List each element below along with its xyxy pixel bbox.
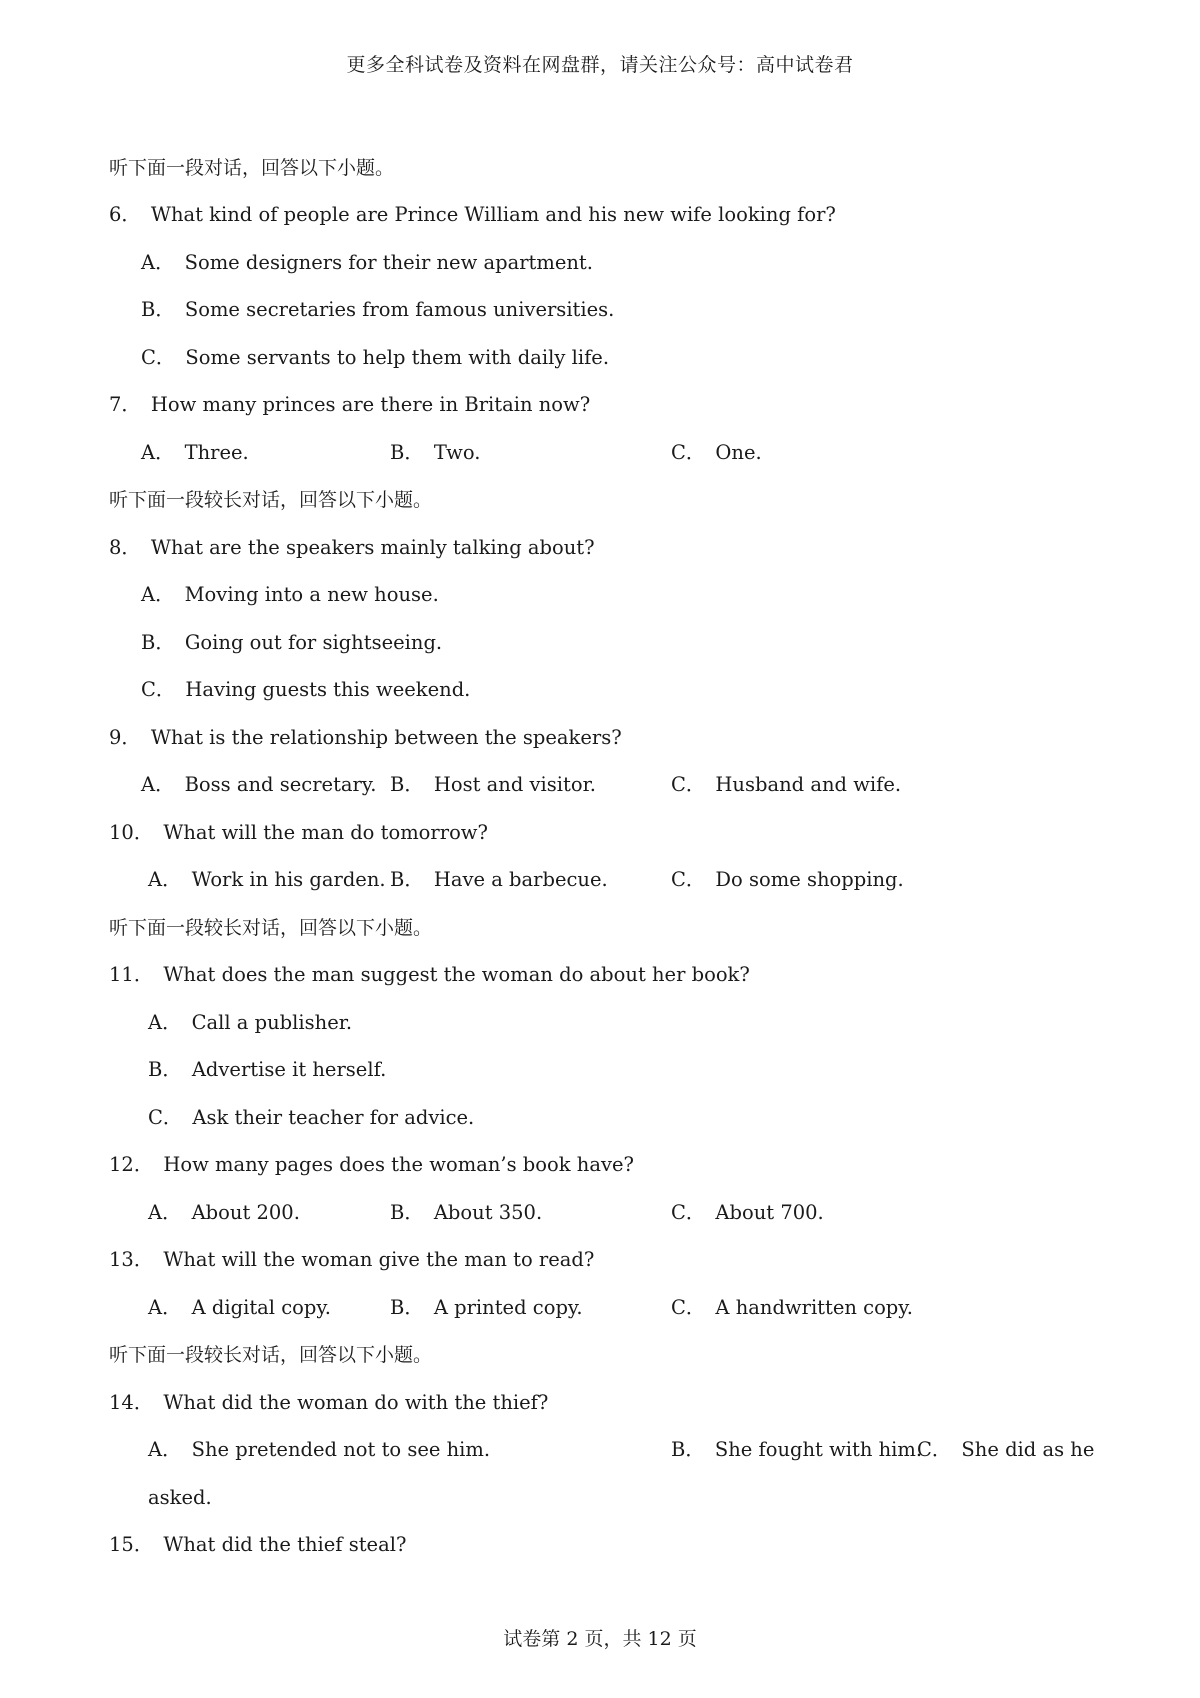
option-13b [390, 1295, 583, 1321]
option-letter: C． [141, 678, 176, 701]
option-7a [141, 440, 249, 466]
page-header: 更多全科试卷及资料在网盘群，请关注公众号：高中试卷君 [346, 54, 854, 76]
option-6c [141, 345, 609, 371]
option-letter: A． [141, 583, 175, 606]
question-10 [109, 820, 488, 846]
option-letter: B． [390, 441, 424, 464]
question-number: 15． [109, 1533, 154, 1556]
option-text: Husband and wife. [715, 773, 902, 796]
option-text: Three. [184, 441, 249, 464]
option-letter: B． [390, 1201, 424, 1224]
question-text: How many princes are there in Britain now? [150, 393, 591, 416]
option-text: Do some shopping. [715, 868, 904, 891]
option-7c [671, 440, 762, 466]
option-letter: C． [148, 1106, 183, 1129]
option-letter: A． [148, 1438, 182, 1461]
option-text: Ask their teacher for advice. [192, 1106, 475, 1129]
option-text: Some servants to help them with daily life. [185, 346, 610, 369]
question-11 [109, 962, 750, 988]
option-text: Have a barbecue. [433, 868, 608, 891]
question-text: What are the speakers mainly talking about? [150, 536, 595, 559]
section-instruction: 听下面一段较长对话，回答以下小题。 [109, 917, 433, 939]
option-9c [671, 772, 901, 798]
option-letter: C． [671, 1201, 706, 1224]
option-text: About 350. [433, 1201, 543, 1224]
page-footer: 试卷第 2 页，共 12 页 [503, 1628, 697, 1650]
option-letter: C． [141, 346, 176, 369]
question-text: What did the thief steal? [163, 1533, 407, 1556]
option-14c [917, 1437, 1094, 1463]
option-6b [141, 297, 614, 323]
option-letter: B． [390, 868, 424, 891]
question-number: 12． [109, 1153, 154, 1176]
question-text: What will the woman give the man to read? [163, 1248, 595, 1271]
option-9a [141, 772, 376, 798]
section-instruction: 听下面一段较长对话，回答以下小题。 [109, 489, 433, 511]
option-14a [148, 1437, 490, 1463]
option-letter: A． [141, 441, 175, 464]
option-text: Host and visitor. [433, 773, 596, 796]
question-13 [109, 1247, 594, 1273]
option-text: Work in his garden. [191, 868, 386, 891]
option-text: Going out for sightseeing. [184, 631, 443, 654]
question-number: 11． [109, 963, 154, 986]
option-text: Advertise it herself. [191, 1058, 387, 1081]
question-text: What does the man suggest the woman do about her book? [163, 963, 750, 986]
question-number: 8． [109, 536, 141, 559]
option-letter: B． [148, 1058, 182, 1081]
option-text: Boss and secretary. [184, 773, 377, 796]
question-text: What did the woman do with the thief? [163, 1391, 549, 1414]
option-text: One. [715, 441, 762, 464]
option-text: A handwritten copy. [715, 1296, 913, 1319]
option-letter: B． [141, 631, 175, 654]
question-12 [109, 1152, 634, 1178]
question-7 [109, 392, 590, 418]
section-instruction: 听下面一段对话，回答以下小题。 [109, 157, 395, 179]
option-text: Some designers for their new apartment. [184, 251, 593, 274]
option-text: A printed copy. [433, 1296, 583, 1319]
question-14 [109, 1390, 548, 1416]
question-text: What is the relationship between the speakers? [150, 726, 622, 749]
option-letter: A． [141, 251, 175, 274]
option-9b [390, 772, 596, 798]
question-15 [109, 1532, 406, 1558]
option-letter: C． [671, 868, 706, 891]
option-text: About 200. [191, 1201, 300, 1224]
option-12c [671, 1200, 824, 1226]
option-letter: A． [148, 1296, 182, 1319]
option-letter: A． [148, 868, 182, 891]
option-8a [141, 582, 439, 608]
option-letter: B． [390, 773, 424, 796]
option-13c [671, 1295, 913, 1321]
option-12b [390, 1200, 542, 1226]
option-letter: A． [148, 1011, 182, 1034]
option-14b [671, 1437, 922, 1463]
option-text: Call a publisher. [191, 1011, 353, 1034]
option-text: Moving into a new house. [184, 583, 439, 606]
option-8c [141, 677, 470, 703]
option-6a [141, 250, 593, 276]
question-text: What will the man do tomorrow? [163, 821, 488, 844]
question-9 [109, 725, 622, 751]
option-8b [141, 630, 442, 656]
option-text: About 700. [715, 1201, 824, 1224]
option-10c [671, 867, 904, 893]
option-11a [148, 1010, 352, 1036]
question-text: What kind of people are Prince William and his new wife looking for? [150, 203, 836, 226]
option-letter: C． [671, 773, 706, 796]
option-text: She did as he [961, 1438, 1095, 1461]
option-10a [148, 867, 386, 893]
option-text: Having guests this weekend. [185, 678, 471, 701]
option-letter: C． [671, 1296, 706, 1319]
option-12a [148, 1200, 300, 1226]
option-10b [390, 867, 608, 893]
option-letter: A． [148, 1201, 182, 1224]
question-number: 10． [109, 821, 154, 844]
option-text: She pretended not to see him. [191, 1438, 491, 1461]
option-11c [148, 1105, 474, 1131]
question-number: 13． [109, 1248, 154, 1271]
question-number: 6． [109, 203, 141, 226]
option-letter: B． [671, 1438, 705, 1461]
option-text: She fought with him. [714, 1438, 923, 1461]
option-letter: C． [917, 1438, 952, 1461]
option-text: A digital copy. [191, 1296, 331, 1319]
question-number: 14． [109, 1391, 154, 1414]
question-6 [109, 202, 836, 228]
question-number: 7． [109, 393, 141, 416]
question-number: 9． [109, 726, 141, 749]
option-7b [390, 440, 480, 466]
option-text: Some secretaries from famous universities. [184, 298, 615, 321]
section-instruction: 听下面一段较长对话，回答以下小题。 [109, 1344, 433, 1366]
question-text: How many pages does the woman’s book have? [163, 1153, 634, 1176]
option-letter: A． [141, 773, 175, 796]
option-letter: B． [141, 298, 175, 321]
question-8 [109, 535, 595, 561]
option-13a [148, 1295, 331, 1321]
option-letter: B． [390, 1296, 424, 1319]
option-letter: C． [671, 441, 706, 464]
option-text: Two. [433, 441, 481, 464]
option-14c-continued: asked. [148, 1486, 212, 1509]
option-11b [148, 1057, 386, 1083]
